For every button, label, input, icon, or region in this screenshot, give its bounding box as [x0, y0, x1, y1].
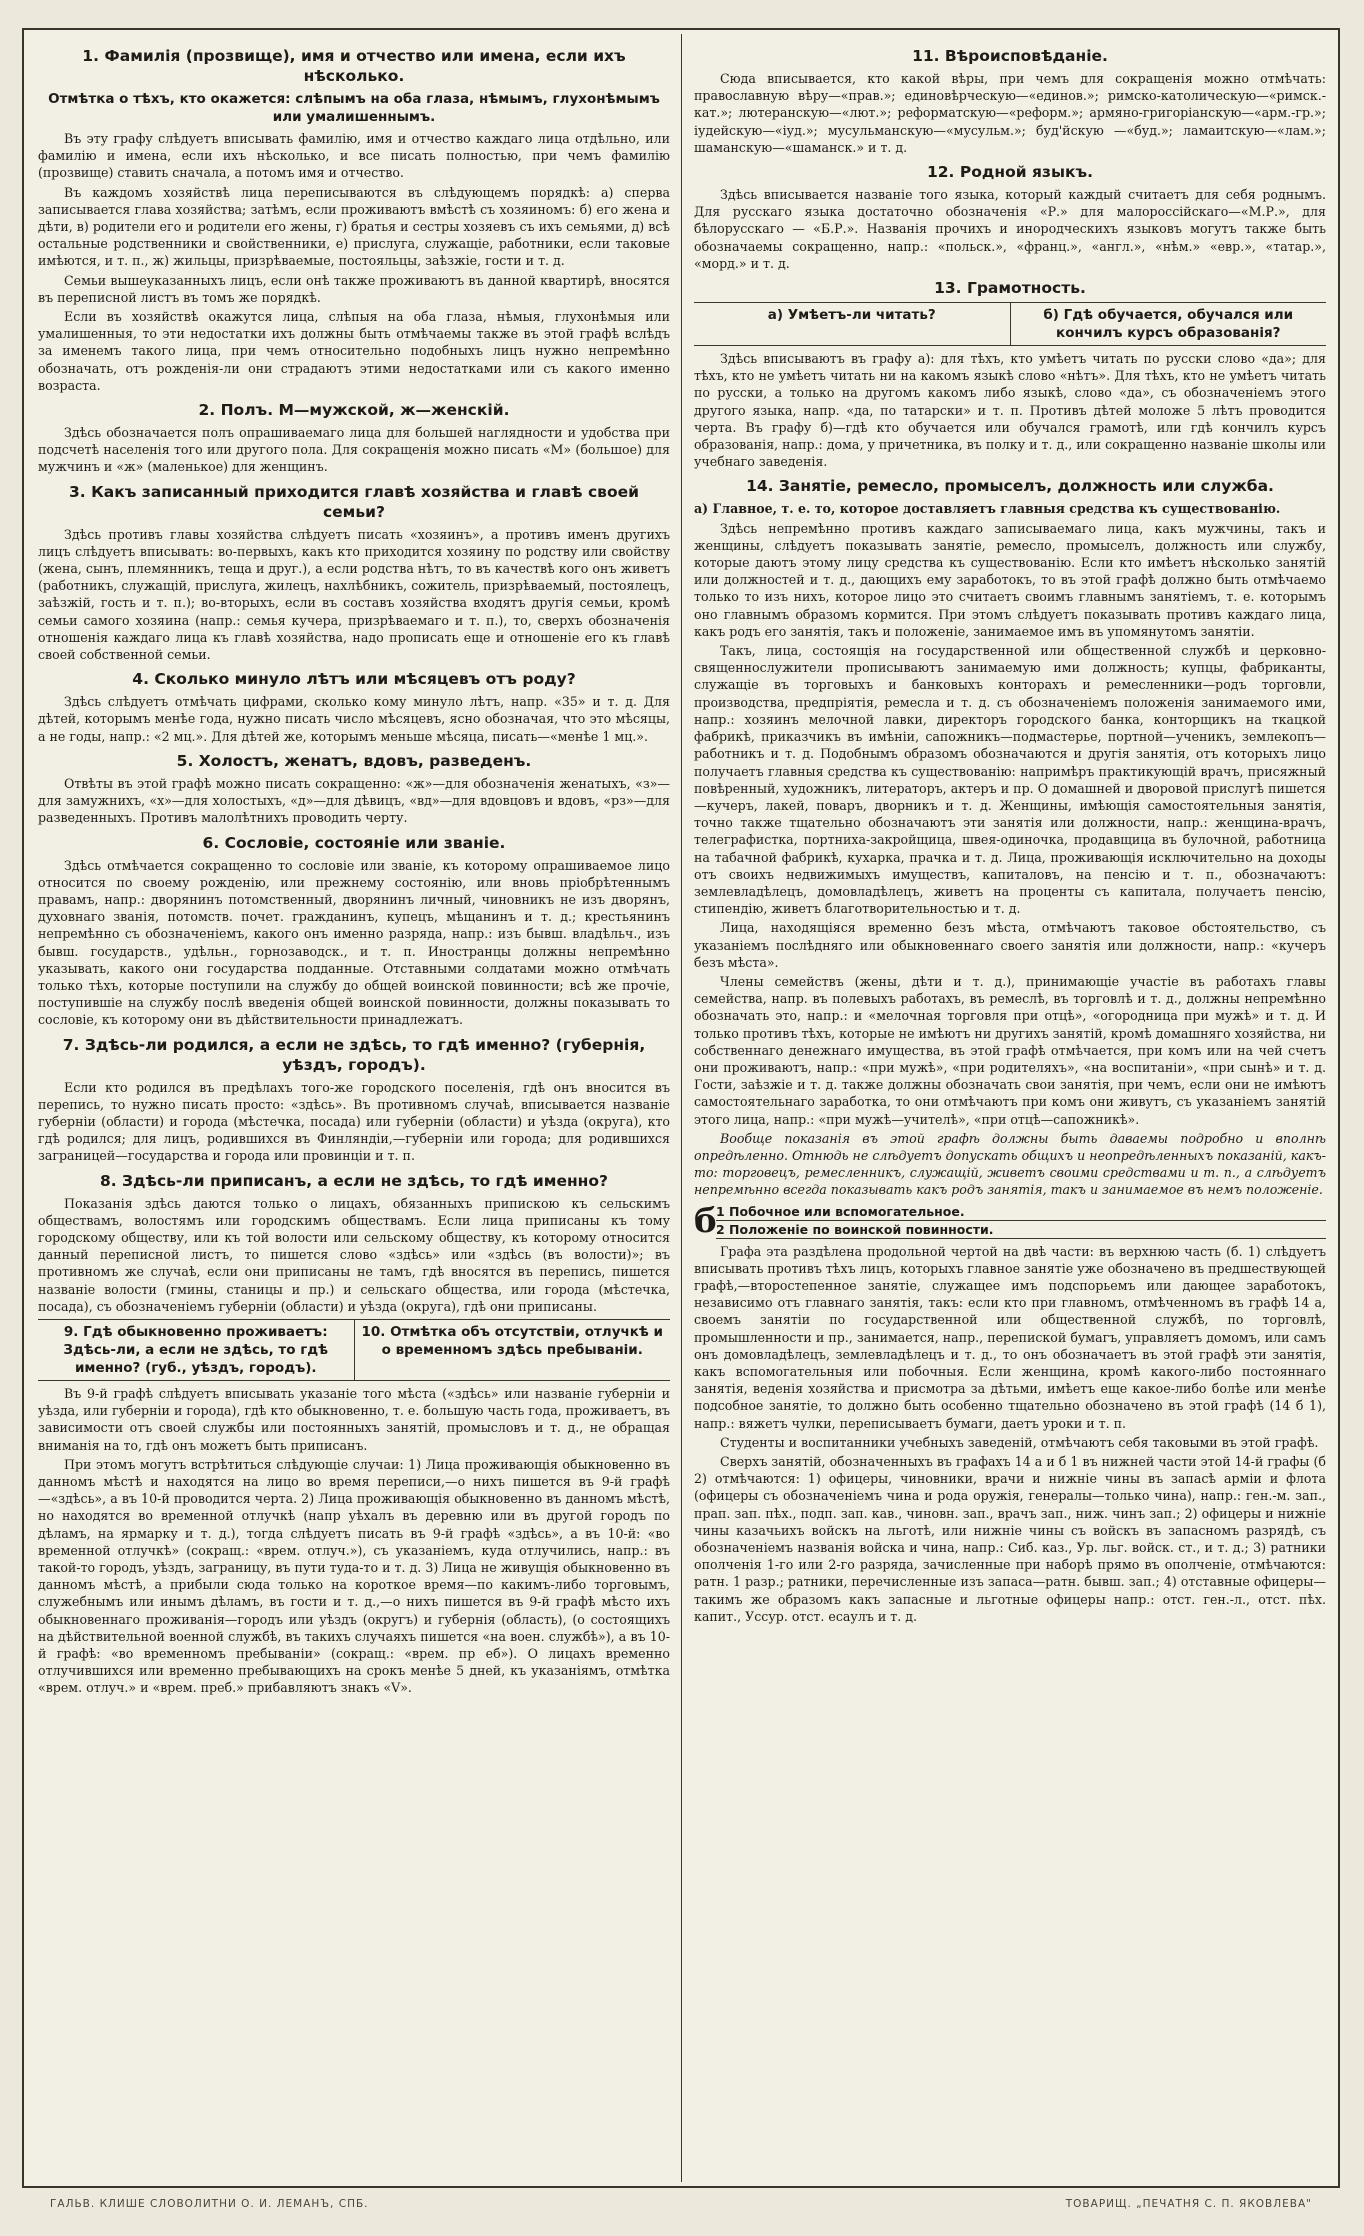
sections-9-10-header	[38, 1319, 670, 1381]
section-4-paragraph: Здѣсь слѣдуетъ отмѣчать цифрами, сколько кому минуло лѣтъ, напр. «35» и т. д. Для дѣтей, которымъ менѣе года, нужно писать число мѣсяцевъ, ясно обозначая, что это мѣсяцы, а не годы, напр.: «2 мц.». Для дѣтей же, которымъ меньше мѣсяца, писать—«менѣе 1 мц.».	[38, 694, 670, 744]
section-2-paragraph: Здѣсь обозначается полъ опрашиваемаго лица для большей наглядности и удобства при подсчетѣ населенія того или другого пола. Для сокращенія можно писать «М» (большое) для мужчинъ и «ж» (маленькое) для женщинъ.	[38, 425, 670, 475]
section-13-title: 13. Грамотность.	[934, 279, 1086, 298]
section-13-columns	[694, 302, 1326, 346]
section-14-paragraph: Лица, находящіяся временно безъ мѣста, отмѣчаютъ таковое обстоятельство, съ указаніемъ послѣдняго или обыкновеннаго своего занятія или должности, напр.: «кучеръ безъ мѣста».	[694, 920, 1326, 970]
section-4-title: 4. Сколько минуло лѣтъ или мѣсяцевъ отъ роду?	[132, 670, 576, 689]
section-1-paragraph: Въ каждомъ хозяйствѣ лица переписываются въ слѣдующемъ порядкѣ: а) сперва записывается глава хозяйства; затѣмъ, если проживаютъ вмѣстѣ съ хозяиномъ: б) его жена и дѣти, в) родители его и родители его жены, г) братья и сестры хозяевъ съ ихъ семьями, д) всѣ остальные родственники и свойственники, е) прислуга, служащіе, работники, если таковые имѣются, и т. п., ж) жильцы, призрѣваемые, постояльцы, заѣзжіе, гости и т. д.	[38, 184, 670, 269]
section-12-title: 12. Родной языкъ.	[926, 163, 1094, 182]
section-14-paragraph: Вообще показанія въ этой графѣ должны быть даваемы подробно и вполнѣ опредѣленно. Отнюдь не слѣдуетъ допускать общихъ и неопредѣленныхъ показаній, какъ-то: торговецъ, ремесленникъ, служащій, живетъ своими средствами и т. п., а слѣдуетъ непремѣнно всегда показывать какъ родъ занятія, такъ и занимаемое въ немъ положеніе.	[694, 1130, 1326, 1198]
left-column	[38, 40, 670, 2176]
section-11-paragraph: Сюда вписывается, кто какой вѣры, при чемъ для сокращенія можно отмѣчать: православную вѣру—«прав.»; единовѣрческую—«единов.»; римско-католическую—«римск.-кат.»; лютеранскую—«лют.»; реформатскую—«реформ.»; армяно-григоріанскую—«арм.-гр.»; іудейскую—«іуд.»; мусульманскую—«мусульм.»; буд'йскую —«буд.»; ламаитскую—«лам.»; шаманскую—«шаманск.» и т. д.	[694, 71, 1326, 155]
section-14-paragraph: Такъ, лица, состоящія на государственной или общественной службѣ и церковно-священнослужители прописываютъ занимаемую ими должность; купцы, фабриканты, служащіе въ торговыхъ и банковыхъ конторахъ и ремесленники—родъ торговли, производства, предпріятія, ремесла и т. д. съ обозначеніемъ положенія занимаемого ими, напр.: хозяинъ мелочной лавки, директоръ городского банка, конторщикъ на ткацкой фабрикѣ, приказчикъ въ имѣніи, сапожникъ—подмастерье, портной—ученикъ, землекопъ—работникъ и т. д. Подобнымъ образомъ обозначаются и другія занятія, отъ которыхъ лицо получаетъ главныя средства къ существованію: напримѣръ практикующій врачъ, присяжный повѣренный, художникъ, литераторъ, актеръ и пр. О домашней и дворовой прислугѣ пишется—кучеръ, лакей, поваръ, дворникъ и т. д. Женщины, имѣющія самостоятельныя занятія, точно также тщательно обозначаютъ эти занятія или должности, напр.: женщина-врачъ, телеграфистка, портниха-закройщица, швея-одиночка, продавщица въ булочной, работница на табачной фабрикѣ, кухарка, прачка и т. д. Лица, проживающія исключительно на доходы отъ своихъ недвижимыхъ имуществъ, капиталовъ, на пенсію и т. п., обозначаютъ: землевладѣлецъ, домовладѣлецъ, живетъ на проценты съ капитала, получаетъ пенсію, стипендію, живетъ благотворительностью и т. д.	[694, 643, 1326, 917]
section-3-paragraph: Здѣсь противъ главы хозяйства слѣдуетъ писать «хозяинъ», а противъ именъ другихъ лицъ слѣдуетъ вписывать: во-первыхъ, какъ кто приходится хозяину по родству или свойству (жена, сынъ, племянникъ, теща и друг.), а если родства нѣтъ, то въ качествѣ кого онъ живетъ (работникъ, служащій, прислуга, жилецъ, нахлѣбникъ, сожитель, призрѣваемый, постоялецъ, заѣзжій, гость и т. п.); во-вторыхъ, если въ составъ хозяйства входятъ другія семьи, кромѣ семьи самого хозяина (напр.: семья кучера, призрѣваемаго и т. п.), то, сверхъ обозначенія отношенія каждаго лица къ главѣ хозяйства, надо прописать еще и отношеніе его къ главѣ своей собственной семьи.	[38, 526, 670, 663]
section-7-paragraph: Если кто родился въ предѣлахъ того-же городского поселенія, гдѣ онъ вносится въ перепись, то нужно писать просто: «здѣсь». Въ противномъ случаѣ, вписывается названіе губерніи (области) и города (мѣстечка, посада) или губерніи (области) и уѣзда (округа), кто гдѣ родился; для лицъ, родившихся въ Финляндіи,—губерніи или города; для родившихся заграницей—государства и города или провинціи и т. п.	[38, 1079, 670, 1164]
section-10-title: 10. Отмѣтка объ отсутствіи, отлучкѣ и о временномъ здѣсь пребываніи.	[354, 1320, 671, 1380]
section-1-paragraph: Если въ хозяйствѣ окажутся лица, слѣпыя на оба глаза, нѣмыя, глухонѣмыя или умалишенныя, то эти недостатки ихъ должны быть отмѣчаемы также въ этой графѣ вслѣдъ за именемъ такого лица, при чемъ относительно подобныхъ лицъ нужно непремѣнно обозначать, отъ рожденія-ли они страдаютъ этими недостатками или съ какого именно возраста.	[38, 309, 670, 393]
section-9-title: 9. Гдѣ обыкновенно проживаетъ: Здѣсь-ли, а если не здѣсь, то гдѣ именно? (губ., уѣздъ, городъ).	[63, 1323, 329, 1376]
right-column	[694, 40, 1326, 2176]
section-14-b1: 1 Побочное или вспомогательное.	[716, 1203, 1326, 1221]
section-9-paragraph: Въ 9-й графѣ слѣдуетъ вписывать указаніе того мѣста («здѣсь» или названіе губерніи и уѣзда, или губерніи и города), гдѣ кто обыкновенно, т. е. большую часть года, проживаетъ, въ зависимости отъ своей службы или постоянныхъ занятій, промысловъ и т. д., не обращая вниманія на то, гдѣ онъ можетъ быть приписанъ.	[38, 1385, 670, 1453]
section-12-paragraph: Здѣсь вписывается названіе того языка, который каждый считаетъ для себя роднымъ. Для русскаго языка достаточно обозначенія «Р.» для малороссійскаго—«М.Р.», для бѣлорусскаго — «Б.Р.». Названія прочихъ и инородческихъ языковъ могутъ также быть обозначаемы сокращенно, напр.: «польск.», «франц.», «англ.», «нѣм.» «евр.», «татар.», «морд.» и т. д.	[694, 187, 1326, 271]
section-13-paragraph: Здѣсь вписываютъ въ графу а): для тѣхъ, кто умѣетъ читать по русски слово «да»; для тѣхъ, кто не умѣетъ читать ни на какомъ языкѣ слово «нѣтъ». Для тѣхъ, кто не умѣетъ читать по русски, а только на другомъ какомъ либо языкѣ, слово «да», съ обозначеніемъ этого другого языка, напр. «да, по татарски» и т. п. Противъ дѣтей моложе 5 лѣтъ проводится черта. Въ графу б)—гдѣ кто обучается или обучался грамотѣ, или гдѣ кончилъ курсъ образованія, напр.: дома, у причетника, въ полку и т. д., или сокращенно названіе школы или учебнаго заведенія.	[694, 351, 1326, 470]
section-6-title: 6. Сословіе, состояніе или званіе.	[202, 833, 506, 852]
section-1-paragraph: Семьи вышеуказанныхъ лицъ, если онѣ также проживаютъ въ данной квартирѣ, вносятся въ переписной листъ въ томъ же порядкѣ.	[38, 272, 670, 305]
column-divider	[681, 34, 682, 2182]
section-14-b2: 2 Положеніе по воинской повинности.	[716, 1221, 1326, 1239]
section-14-paragraph: Студенты и воспитанники учебныхъ заведеній, отмѣчаютъ себя таковыми въ этой графѣ.	[720, 1434, 1319, 1450]
section-14-paragraph: Сверхъ занятій, обозначенныхъ въ графахъ 14 а и б 1 въ нижней части этой 14-й графы (б 2) отмѣчаются: 1) офицеры, чиновники, врачи и нижніе чины въ запасѣ армiи и флота (офицеры съ обозначеніемъ чина и рода оружія, генералы—только чина), напр.: ген.-м. зап., прап. зап. пѣх., подп. зап. кав., чиновн. зап., врачъ зап., ниж. чинъ зап.; 2) офицеры и нижніе чины казачьихъ войскъ на льготѣ, или нижніе чины съ войскъ въ запасномъ разрядѣ, съ обозначеніемъ названія войска и чина, напр.: Сиб. каз., Ур. льг. войск. ст., и т. д.; 3) ратники ополченія 1-го или 2-го разряда, зачисленные при наборѣ прямо въ ополченіе, отмѣчаются: ратн. 1 разр.; ратники, перечисленные изъ запаса—ратн. бывш. зап.; 4) отставные офицеры—такимъ же образомъ какъ запасные и льготные офицеры напр.: отст. ген.-л., отст. пѣх. капит., Уссур. отст. есаулъ и т. д.	[694, 1454, 1326, 1624]
section-6-paragraph: Здѣсь отмѣчается сокращенно то сословіе или званіе, къ которому опрашиваемое лицо относится по своему рожденію, или прежнему состоянію, или вновь пріобрѣтеннымъ правамъ, напр.: дворянинъ потомственный, дворянинъ личный, чиновникъ не изъ дворянъ, духовнаго званія, потомств. почет. гражданинъ, купецъ, мѣщанинъ и т. д.; крестьянинъ непремѣнно съ обозначеніемъ, какого онъ именно разряда, напр.: изъ бывш. владѣльч., изъ бывш. государств., удѣльн., горнозаводск., и т. п. Иностранцы должны непремѣнно указывать, какого они государства подданные. Отставными солдатами можно отмѣчать только тѣхъ, которые поступили на службу до общей воинской повинности; всѣ же прочіе, поступившіе на службу послѣ введенія общей воинской повинности, должны показывать то сословіе, къ которому они въ дѣйствительности принадлежатъ.	[38, 857, 670, 1028]
section-9-paragraph: При этомъ могутъ встрѣтиться слѣдующіе случаи: 1) Лица проживающія обыкновенно въ данномъ мѣстѣ и находятся на лицо во время переписи,—о нихъ пишется въ 9-й графѣ—«здѣсь», а въ 10-й проводится черта. 2) Лица проживающія обыкновенно въ данномъ мѣстѣ, но находятся во временной отлучкѣ (напр уѣхалъ въ деревню или въ другой городъ по дѣламъ, на ярмарку и т. д.), тогда слѣдуетъ писать въ 9-й графѣ «здѣсь», а въ 10-й: «во временной отлучкѣ» (сокращ.: «врем. отлуч.»), съ указаніемъ, куда отлучились, напр.: въ такой-то городъ, уѣздъ, заграницу, въ пути туда-то и т. д. 3) Лица не живущія обыкновенно въ данномъ мѣстѣ, а прибыли сюда только на короткое время—по какимъ-либо торговымъ, служебнымъ или инымъ дѣламъ, въ гости и т. д.,—о нихъ пишется въ 9-й графѣ мѣсто ихъ обыкновеннаго проживанія—городъ или уѣздъ (округъ) и губернія (область), (о состоящихъ на дѣйствительной военной службѣ, въ такихъ случаяхъ пишется «на воен. службѣ»), а въ 10-й графѣ: «во временномъ пребываніи» (сокращ.: «врем. пр еб»). О лицахъ временно отлучившихся или временно пребывающихъ на срокъ менѣе 5 дней, къ указаніямъ, отмѣтка «врем. отлуч.» и «врем. преб.» прибавляютъ знакъ «V».	[38, 1456, 670, 1696]
section-7-title: 7. Здѣсь-ли родился, а если не здѣсь, то гдѣ именно? (губернія, уѣздъ, городъ).	[62, 1035, 646, 1074]
b-items	[716, 1203, 1326, 1239]
section-1-title: 1. Фамилія (прозвище), имя и отчество или имена, если ихъ нѣсколько.	[82, 47, 626, 85]
section-13-a: а) Умѣетъ-ли читать?	[767, 307, 936, 324]
section-14-paragraph: Члены семействъ (жены, дѣти и т. д.), принимающіе участіе въ работахъ главы семейства, напр. въ полевыхъ работахъ, въ ремеслѣ, въ торговлѣ и т. д., должны непремѣнно обозначать это, напр.: и «мелочная торговля при отцѣ», «огородница при мужѣ» и т. д. И только противъ тѣхъ, которые не имѣютъ ни другихъ занятій, кромѣ домашняго хозяйства, ни собственнаго денежнаго имущества, въ этой графѣ отмѣчается, при комъ или на чей счетъ они проживаютъ, напр.: «при мужѣ», «при родителяхъ», «на воспитаніи», «при сынѣ» и т. д. Гости, заѣзжіе и т. д. также должны обозначать свои занятія, при чемъ, если они не имѣютъ самостоятельнаго заработка, то они отмѣчаютъ при комъ они живутъ, съ указаніемъ занятій этого лица, напр.: «при мужѣ—учителѣ», «при отцѣ—сапожникѣ».	[694, 973, 1326, 1127]
section-5-paragraph: Отвѣты въ этой графѣ можно писать сокращенно: «ж»—для обозначенія женатыхъ, «з»—для замужнихъ, «х»—для холостыхъ, «д»—для дѣвицъ, «вд»—для вдовцовъ и вдовъ, «рз»—для разведенныхъ. Противъ малолѣтнихъ проводить черту.	[38, 775, 670, 826]
section-2-title: 2. Полъ. М—мужской, ж—женскій.	[198, 401, 510, 420]
section-11-title: 11. Вѣроисповѣданіе.	[912, 47, 1108, 65]
section-14-title: 14. Занятіе, ремесло, промыселъ, должность или служба.	[746, 477, 1274, 496]
section-14-paragraph: Здѣсь непремѣнно противъ каждаго записываемаго лица, какъ мужчины, такъ и женщины, слѣдуетъ показывать занятіе, ремесло, промыселъ, должность или службу, которые даютъ этому лицу средства къ существованію. Если кто имѣетъ нѣсколько занятій или должностей и т. д., дающихъ ему заработокъ, то въ этой графѣ должно быть отмѣчаемо только то изъ нихъ, которое лицо это считаетъ своимъ главнымъ занятіемъ, т. е. которымъ оно главнымъ образомъ кормится. При этомъ слѣдуетъ показывать противъ каждаго лица, какъ родъ его занятія, такъ и положеніе, занимаемое имъ въ упомянутомъ занятіи.	[694, 520, 1326, 639]
section-1-paragraph: Въ эту графу слѣдуетъ вписывать фамилію, имя и отчество каждаго лица отдѣльно, или фамилію и имена, если ихъ нѣсколько, и все писать полностью, при чемъ фамилію (прозвище) ставить сначала, а потомъ имя и отчество.	[38, 131, 670, 181]
section-13-b: б) Гдѣ обучается, обучался или кончилъ курсъ образованія?	[1010, 303, 1327, 345]
section-14-paragraph: Графа эта раздѣлена продольной чертой на двѣ части: въ верхнюю часть (б. 1) слѣдуетъ вписывать противъ тѣхъ лицъ, которыхъ главное занятіе уже обозначено въ предшествующей графѣ,—второстепенное занятіе, служащее имъ подспорьемъ или дающее заработокъ, независимо отъ главнаго занятія, такъ: если кто при главномъ, отмѣченномъ въ графѣ 14 а, своемъ занятіи по государственной или общественной службѣ, по торговлѣ, промышленности и пр., занимается, напр., перепиской бумагъ, управляетъ домомъ, или самъ онъ домовладѣлецъ, землевладѣлецъ и т. д., то онъ обозначаетъ въ этой графѣ эти занятія, какъ вспомогательныя или побочныя. Если женщина, кромѣ какого-либо постояннаго занятія, веденія хозяйства и присмотра за дѣтьми, имѣетъ еще какое-либо болѣе или менѣе подсобное занятіе, то должно быть особенно тщательно обозначено въ этой графѣ (14 б 1), напр.: вяжетъ чулки, переписываетъ бумаги, даетъ уроки и т. п.	[694, 1243, 1326, 1431]
footer-right-imprint: ТОВАРИЩ. „ПЕЧАТНЯ С. П. ЯКОВЛЕВА"	[1065, 2198, 1312, 2210]
section-5-title: 5. Холостъ, женатъ, вдовъ, разведенъ.	[176, 751, 532, 770]
section-1-subtitle: Отмѣтка о тѣхъ, кто окажется: слѣпымъ на оба глаза, нѣмымъ, глухонѣмымъ или умалишеннымъ.	[48, 91, 660, 125]
footer-left-imprint: ГАЛЬВ. КЛИШЕ СЛОВОЛИТНИ О. И. ЛЕМАНЪ, СПБ.	[50, 2198, 369, 2210]
section-8-title: 8. Здѣсь-ли приписанъ, а если не здѣсь, то гдѣ именно?	[99, 1171, 609, 1190]
section-3-title: 3. Какъ записанный приходится главѣ хозяйства и главѣ своей семьи?	[69, 482, 639, 521]
section-14-b-header	[694, 1201, 1326, 1241]
b-mark: б	[694, 1200, 717, 1241]
census-instruction-sheet	[22, 28, 1340, 2188]
section-8-paragraph: Показанія здѣсь даются только о лицахъ, обязанныхъ припискою къ сельскимъ обществамъ, волостямъ или городскимъ обществамъ. Если лица приписаны къ тому городскому обществу, или къ той волости или сельскому обществу, къ которому относится данный переписной листъ, то пишется слово «здѣсь» или «здѣсь (въ волости)»; въ противномъ же случаѣ, если они приписаны не тамъ, гдѣ вносятся въ перепись, пишется названіе волости (гмины, станицы и пр.) и сельскаго общества, или города (мѣстечка, посада), съ обозначеніемъ губерніи (области) и уѣзда (округа), гдѣ они приписаны.	[38, 1195, 670, 1314]
section-14-subtitle: а) Главное, т. е. то, которое доставляетъ главныя средства къ существованію.	[694, 501, 1281, 517]
